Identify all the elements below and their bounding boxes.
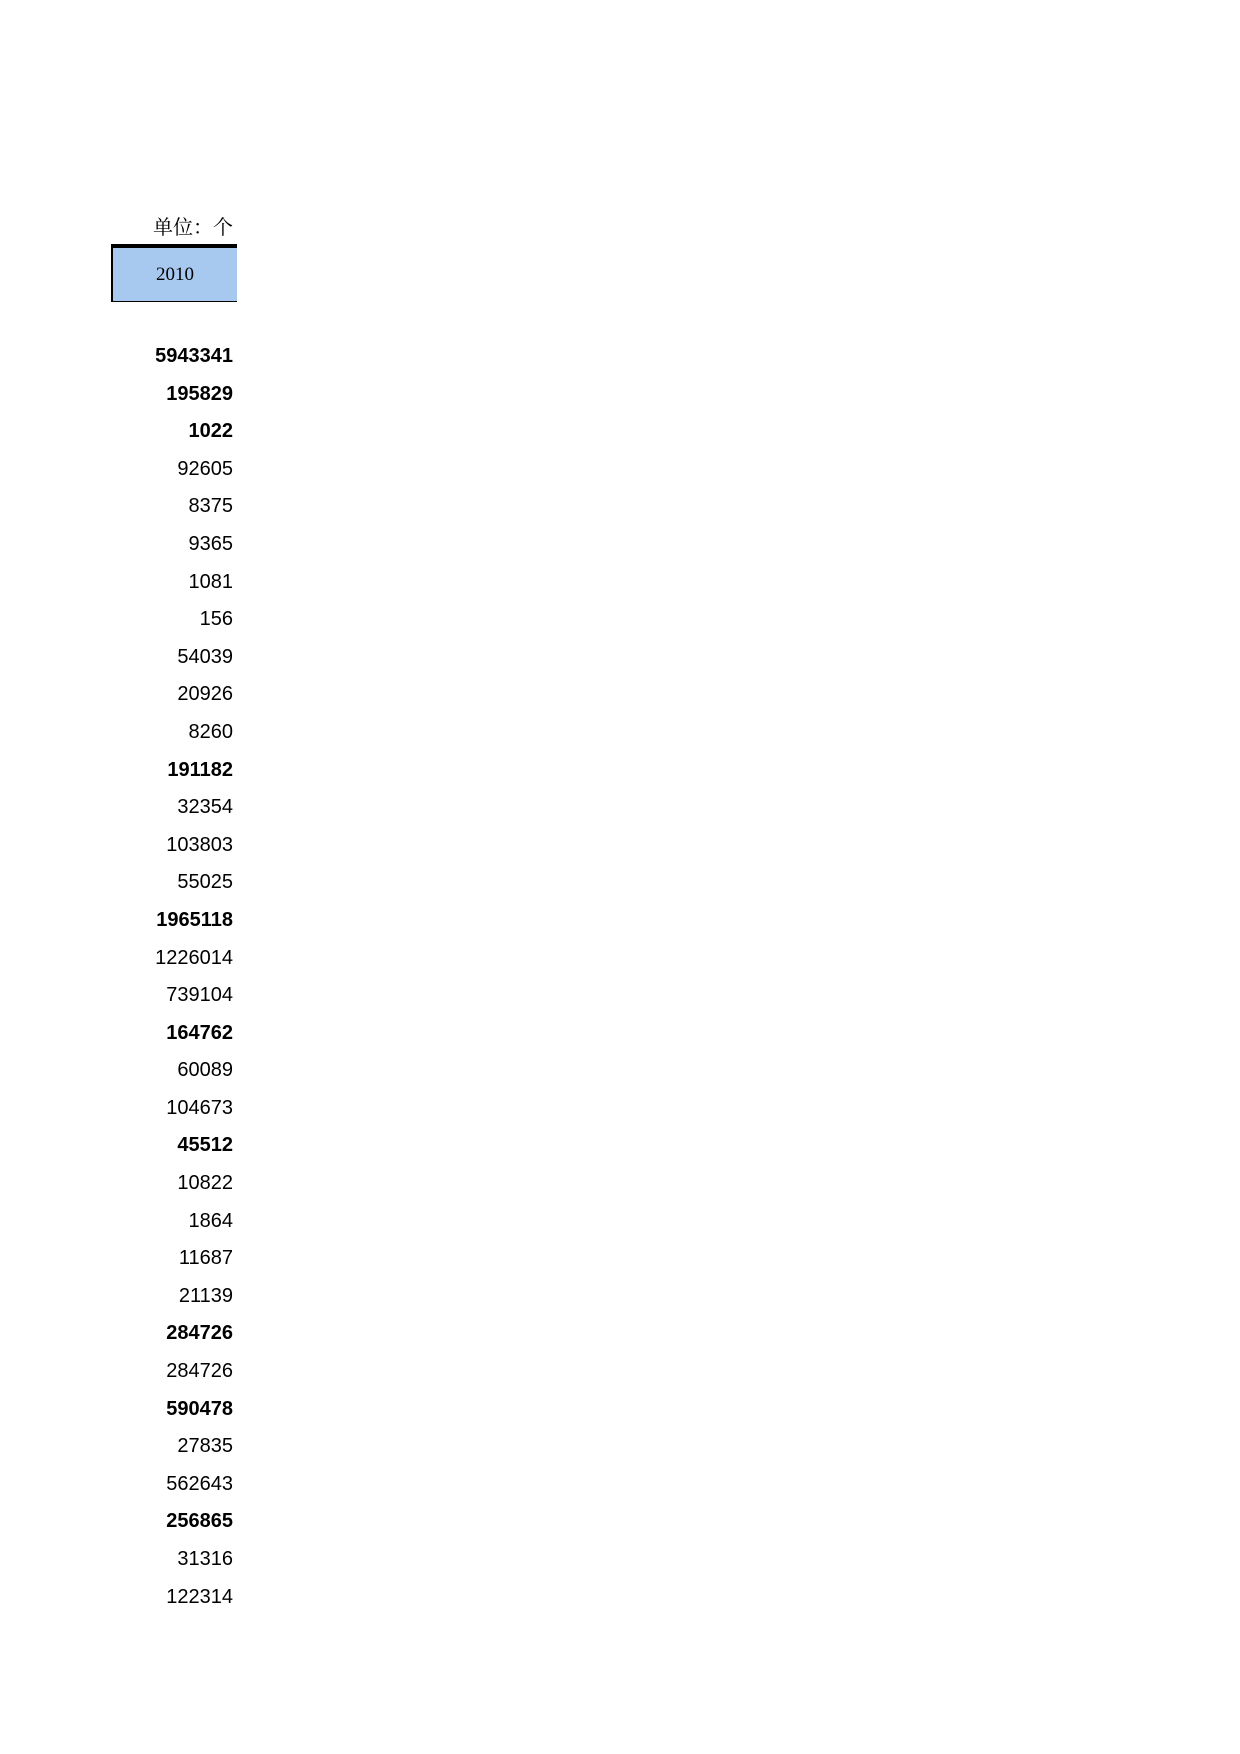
value-cell: 20926 [177,683,233,706]
value-cell: 32354 [177,796,233,819]
subtotal-value-cell: 256865 [166,1510,233,1533]
value-cell: 284726 [166,1360,233,1383]
value-cell: 156 [199,608,233,631]
value-cell: 1081 [188,570,233,593]
value-cell: 9365 [188,532,233,555]
value-cell: 27835 [177,1435,233,1458]
value-cell: 60089 [177,1059,233,1082]
subtotal-value-cell: 191182 [167,758,233,781]
value-cell: 562643 [166,1472,233,1495]
value-cell: 55025 [177,871,233,894]
subtotal-value-cell: 1965118 [156,908,233,931]
subtotal-value-cell: 5943341 [155,345,233,367]
value-cell: 54039 [177,645,233,668]
column-header-2010: 2010 [111,244,237,302]
unit-label: 单位：个 [153,215,233,239]
subtotal-value-cell: 284726 [166,1322,233,1345]
value-cell: 122314 [166,1585,233,1608]
value-cell: 8260 [188,720,233,743]
subtotal-value-cell: 590478 [166,1397,233,1420]
value-cell: 1226014 [155,946,233,969]
subtotal-value-cell: 164762 [166,1021,233,1044]
value-cell: 1864 [188,1209,233,1232]
value-cell: 104673 [166,1096,233,1119]
value-cell: 31316 [177,1548,233,1570]
value-cell: 8375 [188,495,233,518]
value-cell: 739104 [166,984,233,1007]
value-cell: 103803 [166,833,233,856]
value-cell: 92605 [177,457,233,480]
value-column [112,338,236,1616]
subtotal-value-cell: 195829 [166,382,233,405]
value-cell: 11687 [178,1247,233,1270]
subtotal-value-cell: 45512 [177,1134,233,1157]
subtotal-value-cell: 1022 [188,420,233,443]
value-cell: 10822 [177,1172,233,1195]
value-cell: 21139 [178,1284,233,1307]
